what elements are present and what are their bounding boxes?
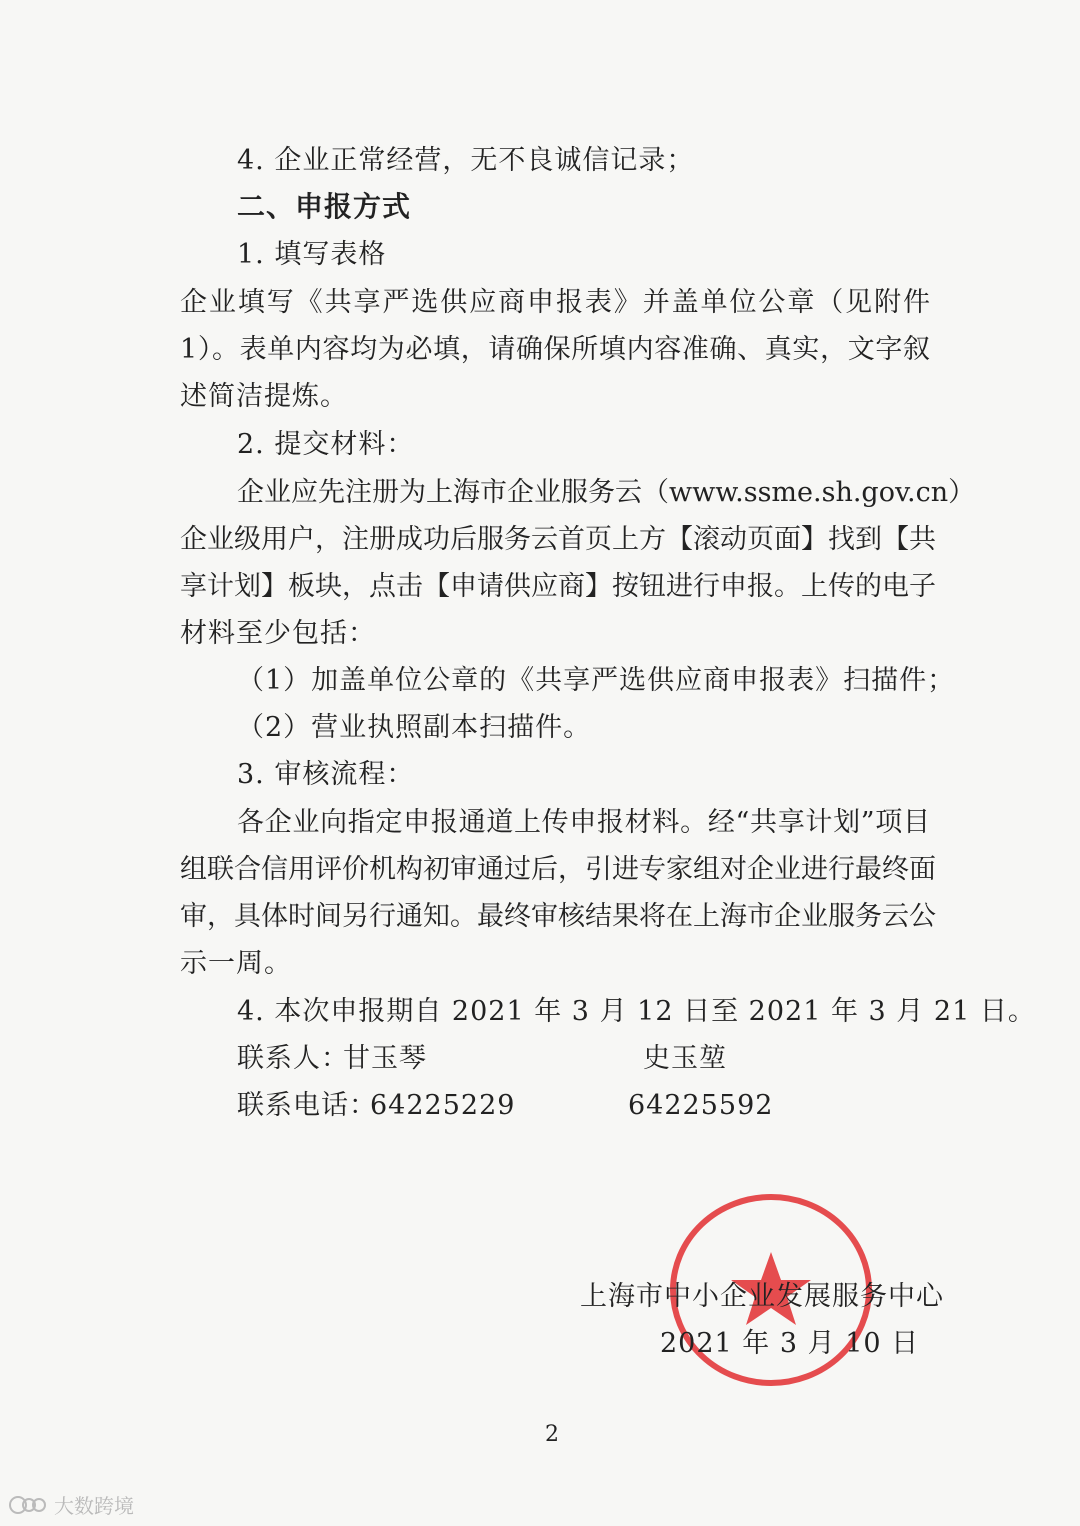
application-period: 4. 本次申报期自 2021 年 3 月 12 日至 2021 年 3 月 21 日。: [237, 996, 1036, 1027]
paragraph-line: 组联合信用评价机构初审通过后，引进专家组对企业进行最终面: [180, 854, 936, 885]
phone-number-1: 64225229: [370, 1090, 516, 1121]
paragraph-line: 企业级用户，注册成功后服务云首页上方【滚动页面】找到【共: [180, 524, 936, 555]
list-item: （1）加盖单位公章的《共享严选供应商申报表》扫描件；: [237, 665, 956, 696]
paragraph-line: 企业填写《共享严选供应商申报表》并盖单位公章（见附件: [180, 287, 930, 318]
paragraph-line: 1）。表单内容均为必填，请确保所填内容准确、真实，文字叙: [180, 334, 930, 365]
section-heading: 二、申报方式: [237, 190, 412, 223]
issue-date: 2021 年 3 月 10 日: [660, 1328, 920, 1359]
paragraph-line: 述简洁提炼。: [180, 381, 348, 412]
paragraph-line: 审，具体时间另行通知。最终审核结果将在上海市企业服务云公: [180, 901, 936, 932]
phone-label: 联系电话：: [237, 1090, 377, 1121]
paragraph-line: 材料至少包括：: [180, 618, 376, 649]
paragraph-line: 享计划】板块，点击【申请供应商】按钮进行申报。上传的电子: [180, 571, 936, 602]
phone-number-2: 64225592: [628, 1090, 774, 1121]
watermark-logo-icon: [8, 1494, 48, 1516]
list-item: （2）营业执照副本扫描件。: [237, 712, 592, 743]
subheading-fill-form: 1. 填写表格: [237, 239, 387, 270]
watermark-text: 大数跨境: [54, 1494, 134, 1518]
page-number: 2: [545, 1422, 559, 1447]
contact-name-2: 史玉堃: [643, 1043, 727, 1074]
paragraph-line: 各企业向指定申报通道上传申报材料。经“共享计划”项目: [237, 807, 930, 838]
requirement-4: 4. 企业正常经营，无不良诚信记录；: [237, 145, 695, 176]
paragraph-line: 企业应先注册为上海市企业服务云（www.ssme.sh.gov.cn）: [237, 477, 976, 508]
issuing-organization: 上海市中小企业发展服务中心: [580, 1281, 944, 1312]
subheading-submit: 2. 提交材料：: [237, 429, 415, 460]
subheading-review: 3. 审核流程：: [237, 759, 415, 790]
contact-name-1: 甘玉琴: [343, 1043, 427, 1074]
watermark: [8, 1490, 134, 1519]
contact-label: 联系人：: [237, 1043, 349, 1074]
paragraph-line: 示一周。: [180, 948, 292, 979]
